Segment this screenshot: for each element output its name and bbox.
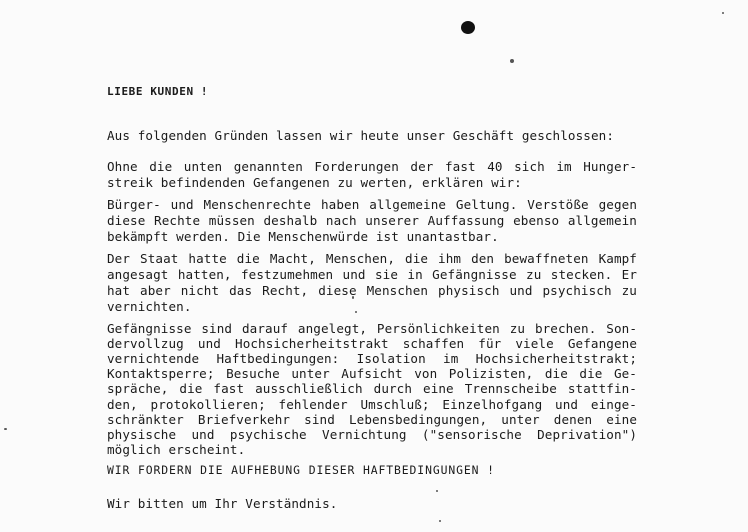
paragraph-1-line-2: streik befindenden Gefangenen zu werten, erklären wir:	[107, 175, 522, 190]
paragraph-4-line-1: Gefängnisse sind darauf angelegt, Persönlichkeiten zu brechen. Son-	[107, 321, 637, 336]
paragraph-4-line-5: spräche, die fast ausschließlich durch eine Trennscheibe stattfin-	[107, 381, 637, 397]
paragraph-2-line-3: bekämpft werden. Die Menschenwürde ist unantastbar.	[107, 229, 499, 244]
intro-line: Aus folgenden Gründen lassen wir heute unser Geschäft geschlossen:	[107, 128, 615, 143]
ink-speck	[722, 12, 724, 14]
paragraph-4-line-6: den, protokollieren; fehlender Umschluß; Einzelhofgang und einge-	[107, 396, 637, 412]
paragraph-4-line-2: dervollzug und Hochsicherheitstrakt schaffen für viele Gefangene	[107, 336, 637, 352]
paragraph-4-line-7: schränkter Briefverkehr sind Lebensbedingungen, unter denen eine	[107, 411, 637, 427]
ink-speck	[436, 490, 438, 492]
ink-speck	[510, 59, 514, 63]
ink-speck	[439, 520, 441, 522]
paragraph-2-line-1: Bürger- und Menschenrechte haben allgemeine Geltung. Verstöße gegen	[107, 197, 637, 212]
ink-blot	[461, 21, 475, 34]
demand-line: WIR FORDERN DIE AUFHEBUNG DIESER HAFTBEDINGUNGEN !	[107, 463, 495, 477]
paragraph-3-line-1: Der Staat hatte die Macht, Menschen, die ihm den bewaffneten Kampf	[107, 251, 637, 266]
paragraph-3-line-3: hat aber nicht das Recht, diese Menschen physisch und psychisch zu	[107, 283, 637, 298]
paragraph-3-line-4: vernichten.	[107, 299, 192, 314]
paragraph-4-line-9: möglich erscheint.	[107, 441, 246, 457]
paragraph-1-line-1: Ohne die unten genannten Forderungen der fast 40 sich im Hunger-	[107, 159, 637, 174]
ink-speck	[4, 428, 7, 430]
closing-line: Wir bitten um Ihr Verständnis.	[107, 496, 338, 511]
paragraph-2-line-2: diese Rechte müssen deshalb nach unserer Auffassung ebenso allgemein	[107, 213, 637, 228]
paragraph-4-line-4: Kontaktsperre; Besuche unter Aufsicht von Polizisten, die die Ge-	[107, 366, 637, 382]
paragraph-4-line-8: physische und psychische Vernichtung ("sensorische Deprivation")	[107, 426, 637, 442]
paragraph-4-line-3: vernichtende Haftbedingungen: Isolation im Hochsicherheitstrakt;	[107, 351, 637, 367]
paragraph-3-line-2: angesagt hatten, festzumehmen und sie in Gefängnisse zu stecken. Er	[107, 267, 637, 282]
heading: LIEBE KUNDEN !	[107, 85, 209, 98]
